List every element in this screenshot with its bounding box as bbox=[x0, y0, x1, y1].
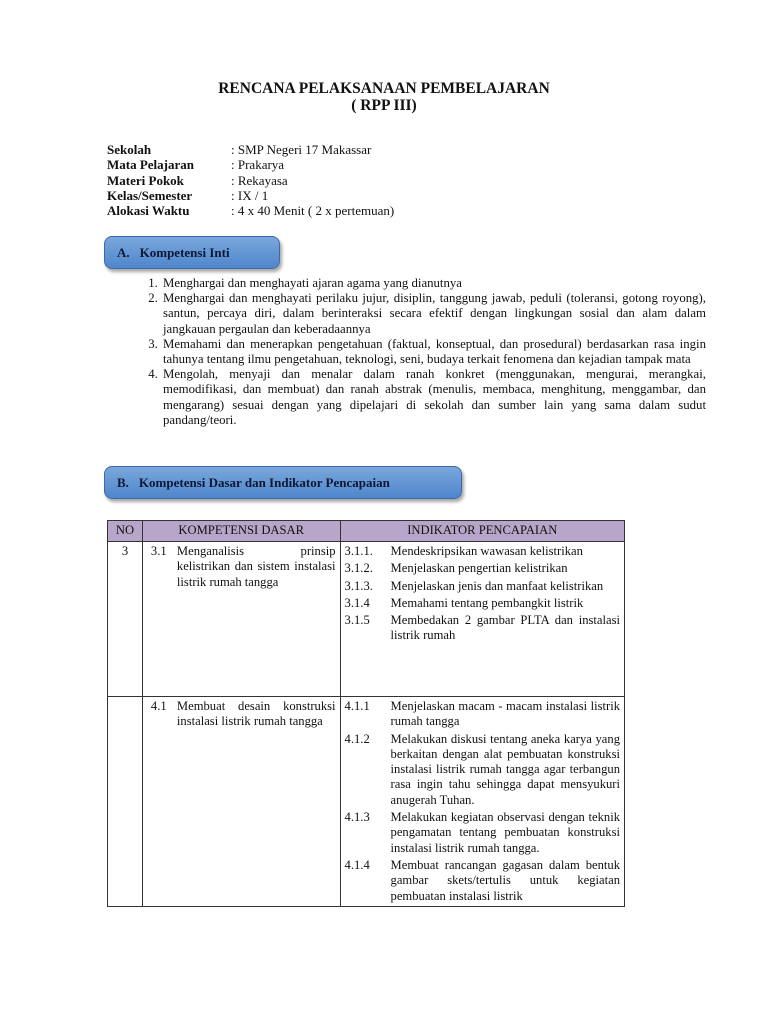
indicator-number: 3.1.5 bbox=[344, 613, 370, 628]
column-header-indikator: INDIKATOR PENCAPAIAN bbox=[340, 521, 624, 542]
kompetensi-dasar-cell bbox=[142, 697, 340, 907]
kd-text: Membuat desain konstruksi instalasi listrik rumah tangga bbox=[176, 699, 336, 729]
info-label: Materi Pokok bbox=[107, 172, 184, 188]
indicator-number: 4.1.1 bbox=[344, 699, 370, 713]
list-item: 2. Menghargai dan menghayati perilaku jujur, disiplin, tanggung jawab, peduli (toleransi, gotong royong), santun, percaya diri, dalam berinteraksi secara efektif dengan lingkungan sosial dan alam dalam jangkauan pergaulan dan keberadaannya bbox=[161, 291, 706, 337]
indicator-text: Melakukan diskusi tentang aneka karya yang berkaitan dengan alat pembuatan konstruksi instalasi listrik rumah tangga agar terbangun rasa ingin tahu sehingga dapat mensyukuri anugerah Tuhan. bbox=[390, 731, 620, 807]
kompetensi-dasar-cell bbox=[142, 542, 340, 697]
table-header-row bbox=[108, 521, 625, 542]
info-value: : 4 x 40 Menit ( 2 x pertemuan) bbox=[231, 203, 395, 219]
column-header-kompetensi-dasar: KOMPETENSI DASAR bbox=[142, 521, 340, 542]
kompetensi-table bbox=[107, 520, 625, 907]
info-row-materi-pokok bbox=[107, 173, 394, 188]
indicator-number: 3.1.1. bbox=[344, 544, 373, 558]
info-label: Alokasi Waktu bbox=[107, 203, 190, 219]
indicator-number: 3.1.2. bbox=[344, 561, 373, 576]
section-title: Kompetensi Dasar dan Indikator Pencapaian bbox=[138, 474, 390, 490]
indicator-item bbox=[345, 579, 620, 594]
indikator-cell bbox=[340, 697, 624, 907]
indicator-text: Membuat rancangan gagasan dalam bentuk gambar skets/tertulis untuk kegiatan pembuatan instalasi listrik bbox=[390, 857, 620, 903]
indicator-number: 3.1.4 bbox=[344, 595, 370, 610]
list-item: 1. Menghargai dan menghayati ajaran agama yang dianutnya bbox=[161, 276, 706, 291]
kd-number: 4.1 bbox=[150, 699, 167, 713]
kd-number: 3.1 bbox=[150, 544, 167, 558]
indicator-item bbox=[345, 596, 620, 611]
document-title: RENCANA PELAKSANAAN PEMBELAJARAN bbox=[218, 80, 550, 97]
table-row bbox=[108, 542, 625, 697]
identity-block bbox=[107, 142, 394, 218]
indicator-text: Membedakan 2 gambar PLTA dan instalasi listrik rumah bbox=[390, 613, 620, 643]
info-label: Mata Pelajaran bbox=[107, 157, 195, 173]
list-item: 4. Mengolah, menyaji dan menalar dalam ranah konkret (menggunakan, mengurai, merangkai, memodifikasi, dan membuat) dan ranah abstrak (menulis, membaca, menghitung, menggambar, dan mengarang) sesuai dengan yang dipelajari di sekolah dan sumber lain yang sama dalam sudut pandang/teori. bbox=[161, 367, 706, 428]
indicator-text: Memahami tentang pembangkit listrik bbox=[390, 595, 584, 610]
section-letter: A. bbox=[117, 244, 130, 260]
indicator-item bbox=[345, 810, 620, 856]
indicator-number: 4.1.4 bbox=[344, 857, 370, 872]
indicator-number: 3.1.3. bbox=[344, 578, 373, 593]
kd-text: Menganalisis prinsip kelistrikan dan sistem instalasi listrik rumah tangga bbox=[176, 544, 336, 589]
indicator-item bbox=[345, 561, 620, 576]
indicator-item bbox=[345, 544, 620, 559]
kompetensi-inti-list bbox=[143, 276, 706, 428]
info-row-mata-pelajaran bbox=[107, 157, 394, 172]
info-label: Kelas/Semester bbox=[107, 187, 193, 203]
info-label: Sekolah bbox=[107, 142, 152, 157]
indicator-text: Menjelaskan pengertian kelistrikan bbox=[390, 561, 568, 576]
row-number bbox=[108, 697, 143, 907]
info-value: : SMP Negeri 17 Makassar bbox=[231, 142, 372, 157]
indikator-cell bbox=[340, 542, 624, 697]
info-value: : Rekayasa bbox=[231, 172, 288, 188]
table-row bbox=[108, 697, 625, 907]
column-header-no: NO bbox=[108, 521, 143, 542]
indicator-text: Menjelaskan jenis dan manfaat kelistrikan bbox=[390, 578, 604, 593]
indicator-item bbox=[345, 732, 620, 808]
indicator-text: Mendeskripsikan wawasan kelistrikan bbox=[390, 544, 583, 558]
indicator-item bbox=[345, 699, 620, 730]
indicator-item bbox=[345, 858, 620, 904]
indicator-text: Melakukan kegiatan observasi dengan teknik pengamatan tentang pembuatan konstruksi instalasi listrik rumah tangga. bbox=[390, 810, 620, 855]
indicator-number: 4.1.2 bbox=[344, 731, 370, 746]
row-number: 3 bbox=[108, 542, 143, 697]
info-row-sekolah bbox=[107, 142, 394, 157]
info-value: : IX / 1 bbox=[231, 187, 269, 203]
indicator-item bbox=[345, 613, 620, 644]
info-row-kelas-semester bbox=[107, 188, 394, 203]
section-a-heading bbox=[104, 236, 280, 269]
indicator-number: 4.1.3 bbox=[344, 810, 370, 825]
list-item: 3. Memahami dan menerapkan pengetahuan (faktual, konseptual, dan prosedural) berdasarkan rasa ingin tahunya tentang ilmu pengetahuan, teknologi, seni, budaya terkait fenomena dan kejadian tampak mata bbox=[161, 337, 706, 367]
info-value: : Prakarya bbox=[231, 157, 285, 173]
info-row-alokasi-waktu bbox=[107, 203, 394, 218]
section-letter: B. bbox=[117, 474, 129, 490]
section-b-heading bbox=[104, 466, 462, 499]
document-subtitle: ( RPP III) bbox=[351, 97, 417, 114]
section-title: Kompetensi Inti bbox=[139, 244, 230, 260]
indicator-text: Menjelaskan macam - macam instalasi listrik rumah tangga bbox=[390, 699, 620, 729]
